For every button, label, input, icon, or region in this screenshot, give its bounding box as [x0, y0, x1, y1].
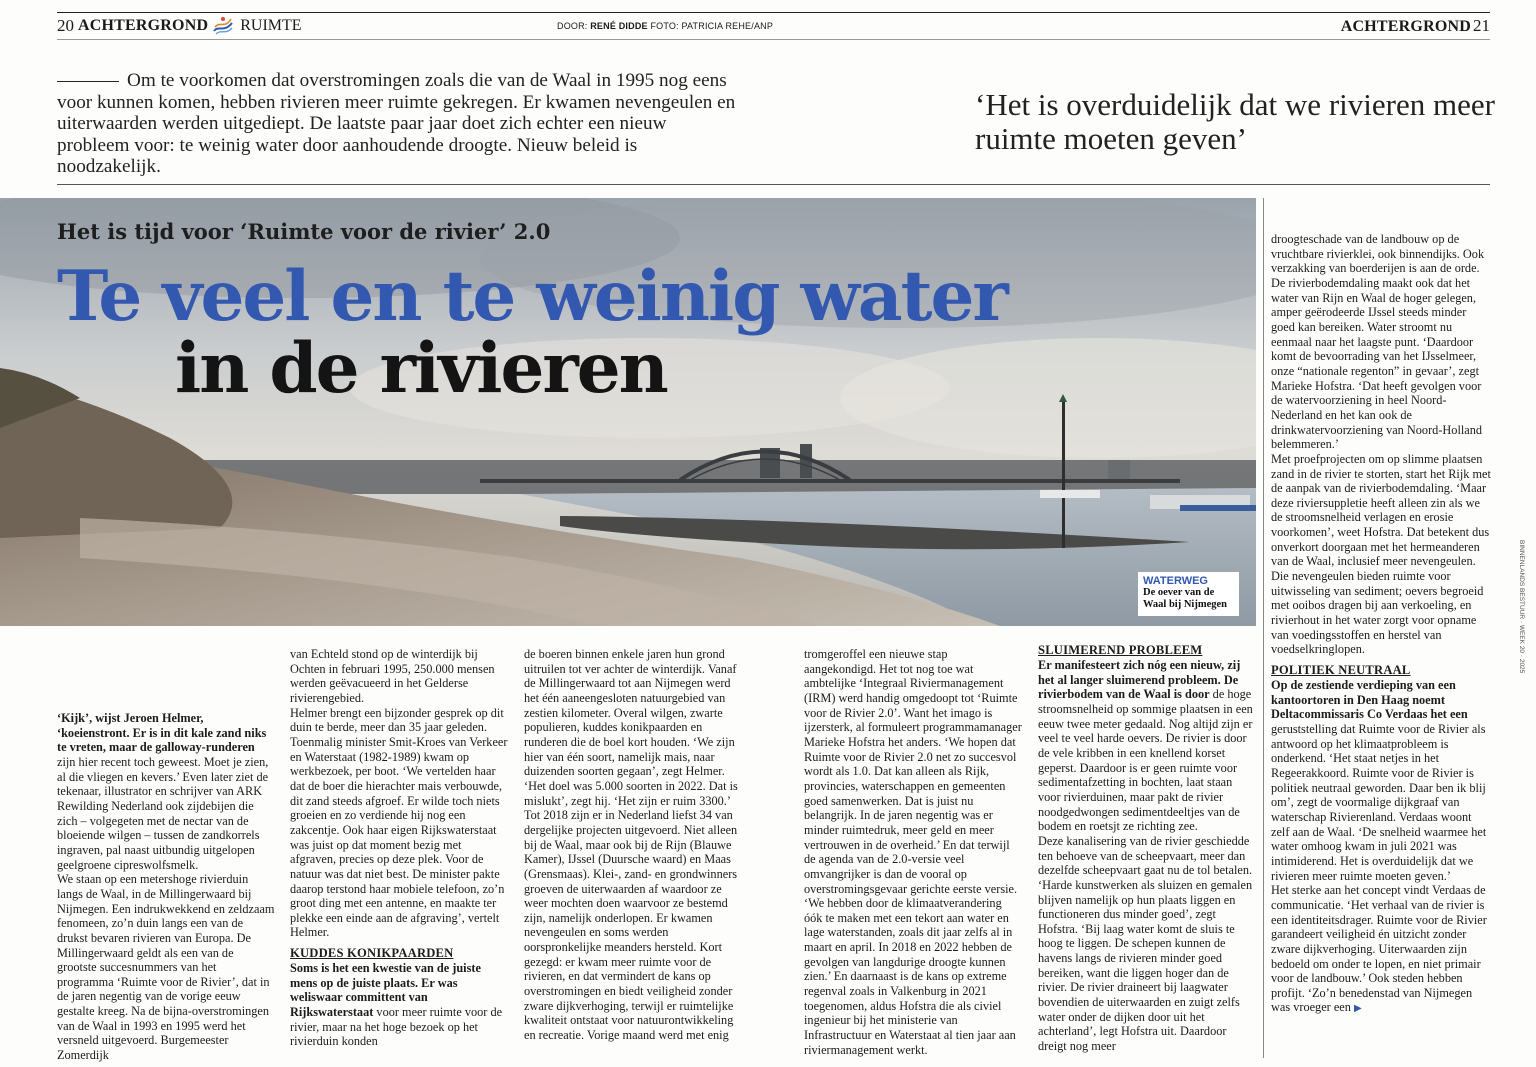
subhead: Soms is het een kwestie van de juiste mens op de juiste plaats. Er was weliswaar committent van Rijkswaterstaat	[290, 961, 481, 1020]
body-text: De rivierbodemdaling maakt ook dat het water van Rijn en Waal de hoger gelegen, amper geërodeerde IJssel steeds minder goed kan bereiken. Water stroomt nu eenmaal naar het laagste punt. ‘Daardoor komt de bevoorrading van het IJsselmeer, onze “nationale regenton” in gevaar’, zegt Marieke Hofstra. ‘Dat heeft gevolgen voor de watervoorziening in heel Noord-Nederland en het kan ook de drinkwatervoorziening van Noord-Holland belemmeren.’	[1271, 275, 1483, 452]
body-text: tromgeroffel een nieuwe stap aangekondigd. Het tot nog toe wat ambtelijke ‘Integraal Riviermanagement (IRM) werd handig omgedoopt tot ‘Ruimte voor de Rivier 2.0’. Want het imago is ijzersterk, al formuleert programmamanager Marieke Hofstra het anders. ‘We hopen dat Ruimte voor de Rivier 2.0 net zo succesvol wordt als 1.0. Dat kan alleen als Rijk, provincies, waterschappen en gemeenten goed samenwerken. Dat is juist nu belangrijk. In de jaren negentig was er minder ruimtedruk, meer geld en meer vertrouwen in de overheid.’ En dat terwijl de agenda van de 2.0-versie veel omvangrijker is dan de vooral op overstromingsgevaar gerichte eerste versie. ‘We hebben door de klimaatverandering óók te maken met een tekort aan water en lage waterstanden, zoals dit jaar zelfs al in maart en april. In 2018 en 2022 hebben de gevolgen van langdurige droogte kunnen zien.’ En daarnaast is de kans op extreme regenval zoals in Valkenburg in 2021 toegenomen, aldus Hofstra die als civiel ingenieur bij het ministerie van Infrastructuur en Waterstaat al tien jaar aan riviermanagement werkt.	[804, 647, 1022, 1057]
ruimte-logo-icon	[212, 15, 234, 37]
headline-line-2: in de rivieren	[175, 328, 667, 409]
divider	[57, 184, 1490, 185]
right-page-label	[1337, 16, 1490, 36]
section-heading: SLUIMEREND PROBLEEM	[1038, 643, 1203, 657]
subsection-label: RUIMTE	[240, 17, 302, 34]
kicker: Het is tijd voor ‘Ruimte voor de rivier’ 2.0	[57, 219, 551, 244]
headline-line-1: Te veel en te weinig water	[57, 256, 1007, 337]
hero-photo	[0, 198, 1256, 626]
article-column-1	[57, 711, 275, 1063]
body-text: de boeren binnen enkele jaren hun grond uitruilen tot ver achter de winterdijk. Vanaf de Millingerwaard tot aan Nijmegen werd het één aaneengesloten natuurgebied van zestien kilometer. Overal wilgen, zwarte populieren, kuddes konikpaarden en runderen die de boel kort houden. ‘We zijn hier van één soort, namelijk mais, naar duizenden soorten gegaan’, zegt Helmer. ‘Het doel was 5.000 soorten in 2022. Dat is mislukt’, zegt hij. ‘Het zijn er ruim 3300.’ Tot 2018 zijn er in Nederland liefst 34 van dergelijke projecten uitgevoerd. Niet alleen bij de Waal, maar ook bij de Rijn (Blauwe Kamer), IJssel (Duursche waard) en Maas (Grensmaas). Klei-, zand- en grondwinners groeven de uiterwaarden af waardoor ze weer mochten doen waarvoor ze bestemd zijn, namelijk onderlopen. Er kwamen nevengeulen en soms werden oorspronkelijke meanders hersteld. Kort gezegd: er kwam meer ruimte voor de rivieren, en dat vermindert de kans op overstromingen en biedt veiligheid zonder zware dijkverhoging, terwijl er ruimtelijke kwaliteit ontstaat voor natuurontwikkeling en recreatie. Vorige maand werd met enig	[524, 647, 738, 1043]
body-text: Helmer brengt een bijzonder gesprek op dit duin te berde, meer dan 35 jaar geleden. Toenmalig minister Smit-Kroes van Verkeer en Waterstaat (1982-1989) kwam op werkbezoek, per boot. ‘We vertelden haar dat de boer die hierachter mais verbouwde, dit zand steeds afgroef. Er wilde toch niets groeien en zo verdiende hij nog een zakcentje. Ook haar eigen Rijkswaterstaat was juist op dat moment bezig met afgraven, precies op deze plek. Voor de natuur was dat niet best. De minister pakte daarop terstond haar mobiele telefoon, zo’n groot ding met een antenne, en maakte ter plekke een einde aan de afgraving’, vertelt Helmer.	[290, 705, 508, 940]
body-text: van Echteld stond op de winterdijk bij Ochten in februari 1995, 250.000 mensen werden geëvacueerd in het Gelderse rivierengebied.	[290, 647, 495, 705]
continue-arrow-icon: ▶	[1353, 1003, 1362, 1015]
article-column-4	[804, 647, 1022, 1057]
section-heading: KUDDES KONIKPAARDEN	[290, 946, 454, 961]
photo-caption	[1138, 572, 1239, 616]
byline: DOOR: RENÉ DIDDE FOTO: PATRICIA REHE/ANP	[557, 21, 774, 31]
body-text: Deze kanalisering van de rivier geschiedde ten behoeve van de scheepvaart, meer dan dezelfde scheepvaart gaat nu de tol betalen. ‘Harde kunstwerken als sluizen en gemalen blijven namelijk op hun plaats liggen en functioneren dus minder goed’, zegt Hofstra. ‘Bij laag water komt de sluis te hoog te liggen. De schepen kunnen de havens langs de rivieren minder goed bereiken, want die liggen hoger dan de rivier. De rivier draineert bij laagwater bovendien de uiterwaarden en zuigt zelfs water onder de dijken door uit het achterland’, legt Hofstra uit. Daardoor dreigt nog meer	[1038, 833, 1253, 1054]
right-section-label: ACHTERGROND	[1340, 18, 1471, 35]
lead-paragraph: ‘Kijk’, wijst Jeroen Helmer, ‘koeienstront. Er is in dit kale zand niks te vreten, maar de galloway-runderen	[57, 711, 267, 755]
left-page-number: 20	[57, 16, 74, 35]
article-column-2	[290, 647, 508, 1049]
body-text: geruststelling dat Ruimte voor de Rivier als antwoord op het klimaatprobleem is onderkend. ‘Het staat netjes in het Regeerakkoord. Ruimte voor de Rivier is politiek neutraal geworden. Daar ben ik blij om’, zegt de voormalige dijkgraaf van waterschap Rivierenland. Verdaas woont zelf aan de Waal. ‘De snelheid waarmee het water omhoog kwam in juli 2021 was intimiderend. Het is overduidelijk dat we rivieren meer ruimte moeten geven.’	[1271, 722, 1487, 883]
intro-text: Om te voorkomen dat overstromingen zoals die van de Waal in 1995 nog eens voor kunnen komen, hebben rivieren meer ruimte gekregen. Er kwamen nevengeulen en uiterwaarden werden uitgediept. De laatste paar jaar doet zich echter een nieuw probleem voor: te weinig water door aanhoudende droogte. Nieuw beleid is noodzakelijk.	[57, 70, 736, 177]
article-column-3	[524, 647, 744, 1043]
pull-quote: ‘Het is overduidelijk dat we rivieren meer ruimte moeten geven’	[975, 87, 1495, 156]
body-text: droogteschade van de landbouw op de vruchtbare rivierklei, ook binnendijks. Ook verzakking van boerderijen is aan de orde.	[1271, 232, 1485, 276]
body-text: We staan op een metershoge rivierduin langs de Waal, in de Millingerwaard bij Nijmegen. Een indrukwekkend en zeldzaam fenomeen, zo’n duin langs een van de drukst bevaren rivieren van Europa. De Millingerwaard geldt als een van de grootste succesnummers van het programma ‘Ruimte voor de Rivier’, dat in de jaren negentig van de vorige eeuw gestalte kreeg. Na de bijna-overstromingen van de Waal in 1993 en 1995 werd het versneld uitgevoerd. Burgemeester Zomerdijk	[57, 872, 275, 1063]
caption-title: WATERWEG	[1143, 575, 1208, 587]
body-text: zijn hier recent toch geweest. Moet je zien, al die vliegen en kevers.’ Even later ziet de tekenaar, illustrator en schrijver van ARK Rewilding Nederland ook zijdebijen die zich – volgegeten met de nectar van de bloeiende wilgen – tussen de zandkorrels ingraven, pal naast uitbundig uitgelopen geelgroene cipreswolfsmelk.	[57, 754, 269, 872]
article-column-5	[1038, 643, 1256, 1054]
body-text: Met proefprojecten om op slimme plaatsen zand in de rivier te storten, start het Rijk met de aanpak van de rivierbodemdaling. ‘Maar deze riviersuppletie heeft alleen zin als we de stroomsnelheid verlagen en erosie voorkomen’, weet Hofstra. Dat betekent dus onverkort doorgaan met het hermeanderen van de Waal, inclusief meer nevengeulen. Die nevengeulen bieden ruimte voor uitwisseling van sediment; oevers begroeid met ooibos dragen bij aan verkoeling, en rivierhout in het water zorgt voor opname van voedingsstoffen en herstel van voedselkringlopen.	[1271, 451, 1491, 657]
right-page-number: 21	[1473, 16, 1490, 35]
subhead: Er manifesteert zich nóg een nieuw, zij het al langer sluimerend probleem. De rivierbodem van de Waal is door	[1038, 658, 1241, 702]
section-heading: POLITIEK NEUTRAAL	[1271, 663, 1411, 678]
column-divider	[1263, 198, 1264, 1058]
caption-text: De oever van de Waal bij Nijmegen	[1143, 587, 1227, 610]
article-column-6	[1271, 232, 1493, 1017]
side-label: BINNENLANDS BESTUUR · WEEK 20 · 2025	[1518, 540, 1525, 674]
section-label: ACHTERGROND	[78, 17, 209, 34]
body-text: Het sterke aan het concept vindt Verdaas de communicatie. ‘Het verhaal van de rivier is een identiteitsdrager. Ruimte voor de Rivier garandeert veiligheid én uitzicht zonder zware dijkverhoging. Uiterwaarden zijn bedoeld om onder te lopen, en niet primair voor de landbouw.’ Ook steden hebben profijt. ‘Zo’n benedenstad van Nijmegen was vroeger een	[1271, 883, 1487, 1015]
page-header	[57, 12, 1490, 40]
body-text: de hoge stroomsnelheid op sommige plaatsen in een eeuw twee meter gedaald. Nog altijd zijn er veel te veel harde oevers. De rivier is door de vele kribben in een knellend korset geperst. Daardoor is er geen ruimte voor sedimentafzetting in bochten, laat staan voor rivierduinen, maar pakt de rivier noodgedwongen sedimentdeeltjes van de bodem en roetsjt ze richting zee.	[1038, 687, 1253, 834]
subhead: Op de zestiende verdieping van een kantoortoren in Den Haag noemt Deltacommissaris Co Verdaas het een	[1271, 678, 1468, 722]
body-text: voor meer ruimte voor de rivier, maar na het hoge bezoek op het rivierduin konden	[290, 1005, 503, 1049]
